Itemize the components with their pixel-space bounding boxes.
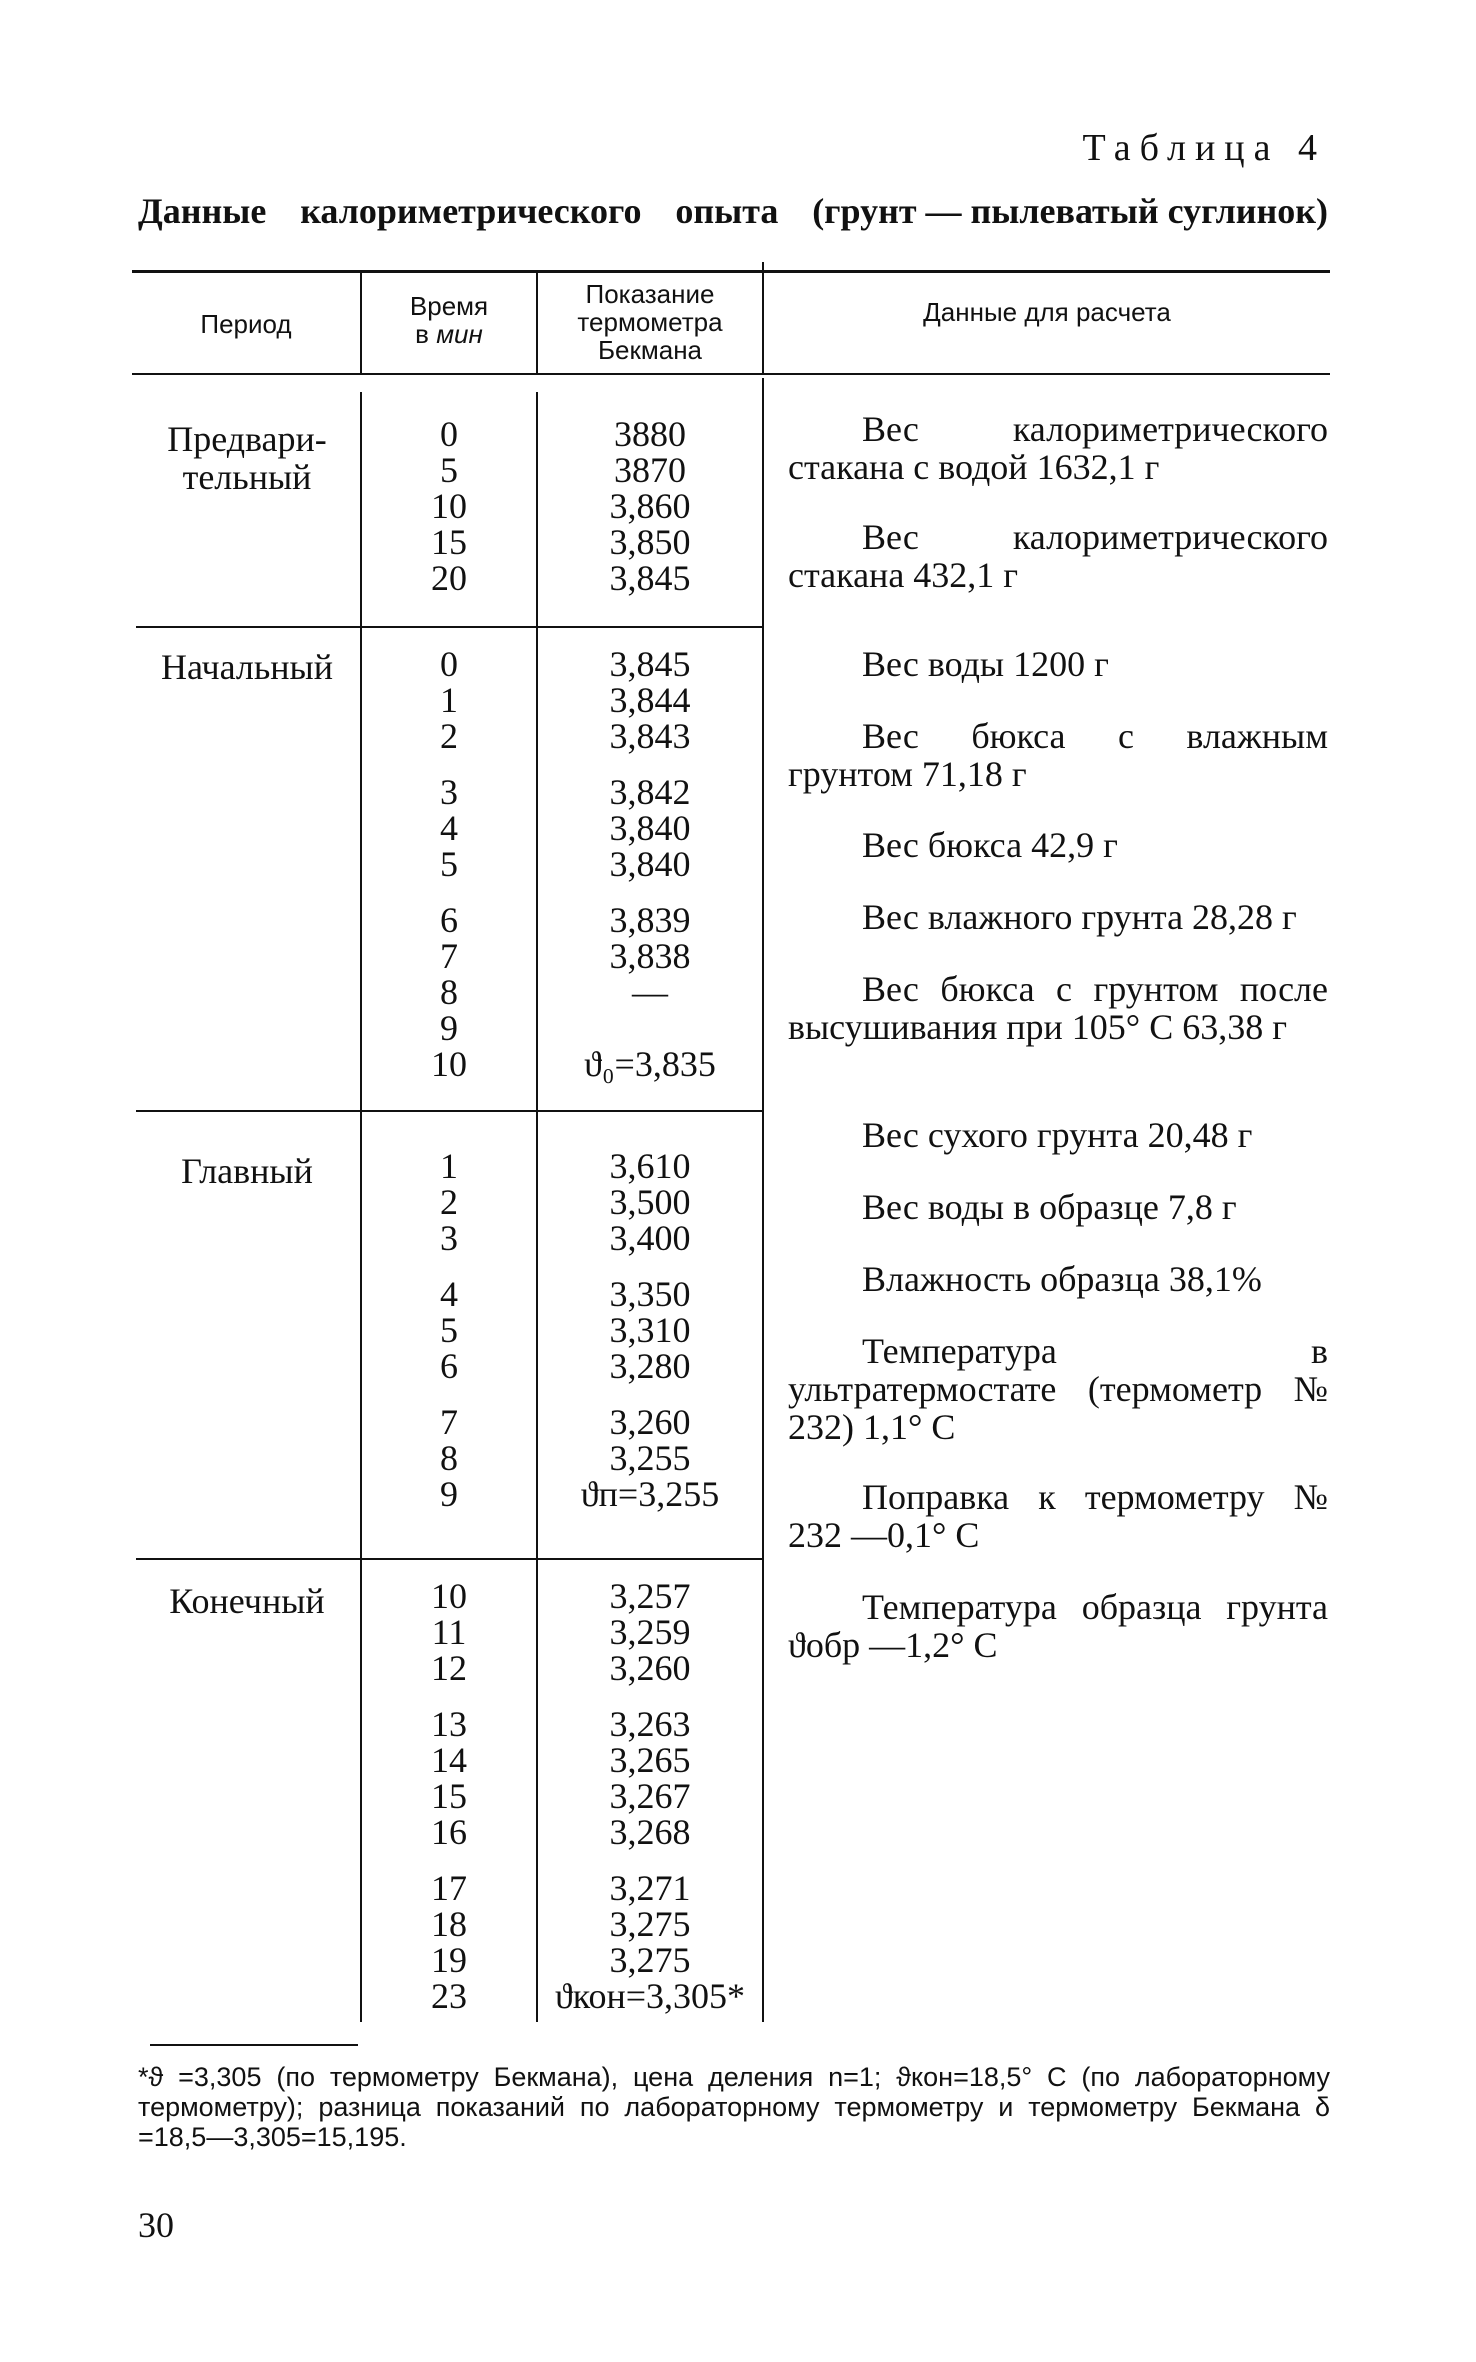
times-initial [362, 646, 536, 1082]
time-value: 3 [440, 772, 458, 812]
reading-value: 3,255 [609, 1438, 691, 1478]
time-value: 16 [431, 1812, 467, 1852]
caption-word-1: Данные [138, 191, 267, 231]
header-time [362, 292, 536, 348]
time-value: 17 [431, 1868, 467, 1908]
time-value: 9 [440, 1008, 458, 1048]
reading-value: 3,260 [609, 1402, 691, 1442]
time-value: 14 [431, 1740, 467, 1780]
header-calc-data: Данные для расчета [923, 297, 1171, 327]
reading-value: 3,845 [609, 558, 691, 598]
time-value: 8 [440, 972, 458, 1012]
reading-value: 3,265 [609, 1740, 691, 1780]
reading-value: 3,844 [609, 680, 691, 720]
reading-value: ϑ₀=3,835 [584, 1044, 716, 1084]
reading-value: 3,400 [609, 1218, 691, 1258]
time-value: 13 [431, 1704, 467, 1744]
times-final [362, 1578, 536, 2014]
time-value: 18 [431, 1904, 467, 1944]
time-value: 7 [440, 1402, 458, 1442]
header-reading-line2: термометра [577, 307, 723, 337]
reading-value: 3,500 [609, 1182, 691, 1222]
calc-item-9: Вес воды в образце 7,8 г [862, 1187, 1237, 1227]
calc-item-6: Вес влажного грунта 28,28 г [862, 897, 1297, 937]
period-preliminary: Предвари- тельный [167, 419, 327, 497]
times-preliminary [362, 416, 536, 596]
caption-word-4: (грунт — пылеватый суглинок) [812, 191, 1328, 231]
reading-value: 3,257 [609, 1576, 691, 1616]
time-value: 9 [440, 1474, 458, 1514]
table-top-rule [132, 270, 1330, 273]
period-initial: Начальный [160, 647, 334, 687]
time-value: 23 [431, 1976, 467, 2016]
header-bottom-rule [132, 373, 1330, 375]
reading-value: 3,350 [609, 1274, 691, 1314]
calc-item-1: Вес калориметрического стакана с водой 1632,1 г [788, 409, 1328, 487]
time-value: 5 [440, 1310, 458, 1350]
reading-value: 3880 [614, 414, 686, 454]
period-separator-3 [136, 1558, 762, 1560]
reading-value: 3,260 [609, 1648, 691, 1688]
time-value: 1 [440, 680, 458, 720]
reading-value: 3,271 [609, 1868, 691, 1908]
header-time-line2: в мин [415, 319, 483, 349]
time-value: 15 [431, 1776, 467, 1816]
time-value: 7 [440, 936, 458, 976]
page-number: 30 [138, 2205, 174, 2245]
time-value: 10 [431, 486, 467, 526]
reading-value: ϑкон=3,305* [554, 1976, 746, 2016]
reading-value: 3,267 [609, 1776, 691, 1816]
time-value: 1 [440, 1146, 458, 1186]
calc-item-10: Влажность образца 38,1% [862, 1259, 1262, 1299]
time-value: 5 [440, 844, 458, 884]
reading-value: 3,839 [609, 900, 691, 940]
time-value: 2 [440, 1182, 458, 1222]
period-final: Конечный [169, 1581, 325, 1621]
reading-value: 3,280 [609, 1346, 691, 1386]
caption-word-3: опыта [675, 191, 779, 231]
reading-value [538, 1010, 762, 1046]
time-value: 12 [431, 1648, 467, 1688]
calc-item-3: Вес воды 1200 г [862, 644, 1109, 684]
reading-value: — [632, 972, 668, 1012]
period-main: Главный [181, 1151, 313, 1191]
reading-value: 3,838 [609, 936, 691, 976]
times-main [362, 1148, 536, 1512]
reading-value: ϑп=3,255 [580, 1474, 720, 1514]
reading-value: 3,275 [609, 1904, 691, 1944]
reading-value: 3,843 [609, 716, 691, 756]
reading-value: 3,610 [609, 1146, 691, 1186]
reading-value: 3,263 [609, 1704, 691, 1744]
reading-value: 3,268 [609, 1812, 691, 1852]
reading-value: 3,845 [609, 644, 691, 684]
divider-v3-body [762, 378, 764, 2022]
time-value: 19 [431, 1940, 467, 1980]
time-value: 0 [440, 414, 458, 454]
calc-item-11: Температура в ультратермостате (термометр № 232) 1,1° С [788, 1331, 1328, 1447]
time-value: 10 [431, 1576, 467, 1616]
reading-value: 3,850 [609, 522, 691, 562]
readings-initial [538, 646, 762, 1082]
time-value: 5 [440, 450, 458, 490]
reading-value: 3,310 [609, 1310, 691, 1350]
calc-item-8: Вес сухого грунта 20,48 г [862, 1115, 1253, 1155]
caption-word-2: калориметрического [300, 191, 642, 231]
readings-main [538, 1148, 762, 1512]
period-separator-1 [136, 626, 762, 628]
time-value: 3 [440, 1218, 458, 1258]
reading-value: 3,840 [609, 808, 691, 848]
readings-final [538, 1578, 762, 2014]
calc-item-13: Температура образца грунта ϑобр —1,2° С [788, 1587, 1328, 1665]
reading-value: 3,842 [609, 772, 691, 812]
header-reading [538, 280, 762, 364]
calc-item-7: Вес бюкса с грунтом после высушивания при 105° С 63,38 г [788, 969, 1328, 1047]
footnote-rule [150, 2044, 358, 2046]
time-value: 15 [431, 522, 467, 562]
time-value: 4 [440, 1274, 458, 1314]
calc-item-2: Вес калориметрического стакана 432,1 г [788, 517, 1328, 595]
time-value: 6 [440, 900, 458, 940]
time-value: 8 [440, 1438, 458, 1478]
footnote: *ϑ =3,305 (по термометру Бекмана), цена деления n=1; ϑкон=18,5° С (по лабораторному термометру); разница показаний по лабораторному термометру и термометру Бекмана δ =18,5—3,305=15,195. [138, 2062, 1330, 2152]
header-reading-line3: Бекмана [597, 335, 703, 365]
reading-value: 3,840 [609, 844, 691, 884]
reading-value: 3,275 [609, 1940, 691, 1980]
table-caption [138, 190, 1328, 232]
time-value: 0 [440, 644, 458, 684]
calc-item-5: Вес бюкса 42,9 г [862, 825, 1118, 865]
period-separator-2 [136, 1110, 762, 1112]
reading-value: 3870 [614, 450, 686, 490]
time-value: 2 [440, 716, 458, 756]
readings-preliminary [538, 416, 762, 596]
time-value: 20 [431, 558, 467, 598]
table-label: Таблица 4 [1082, 127, 1326, 169]
header-time-line1: Время [409, 291, 489, 321]
header-period: Период [200, 309, 292, 339]
time-value: 6 [440, 1346, 458, 1386]
time-value: 10 [431, 1044, 467, 1084]
reading-value: 3,259 [609, 1612, 691, 1652]
calc-item-12: Поправка к термометру № 232 —0,1° С [788, 1477, 1328, 1555]
time-value: 4 [440, 808, 458, 848]
calc-item-4: Вес бюкса с влажным грунтом 71,18 г [788, 716, 1328, 794]
reading-value: 3,860 [609, 486, 691, 526]
time-value: 11 [431, 1612, 467, 1652]
header-reading-line1: Показание [585, 279, 715, 309]
